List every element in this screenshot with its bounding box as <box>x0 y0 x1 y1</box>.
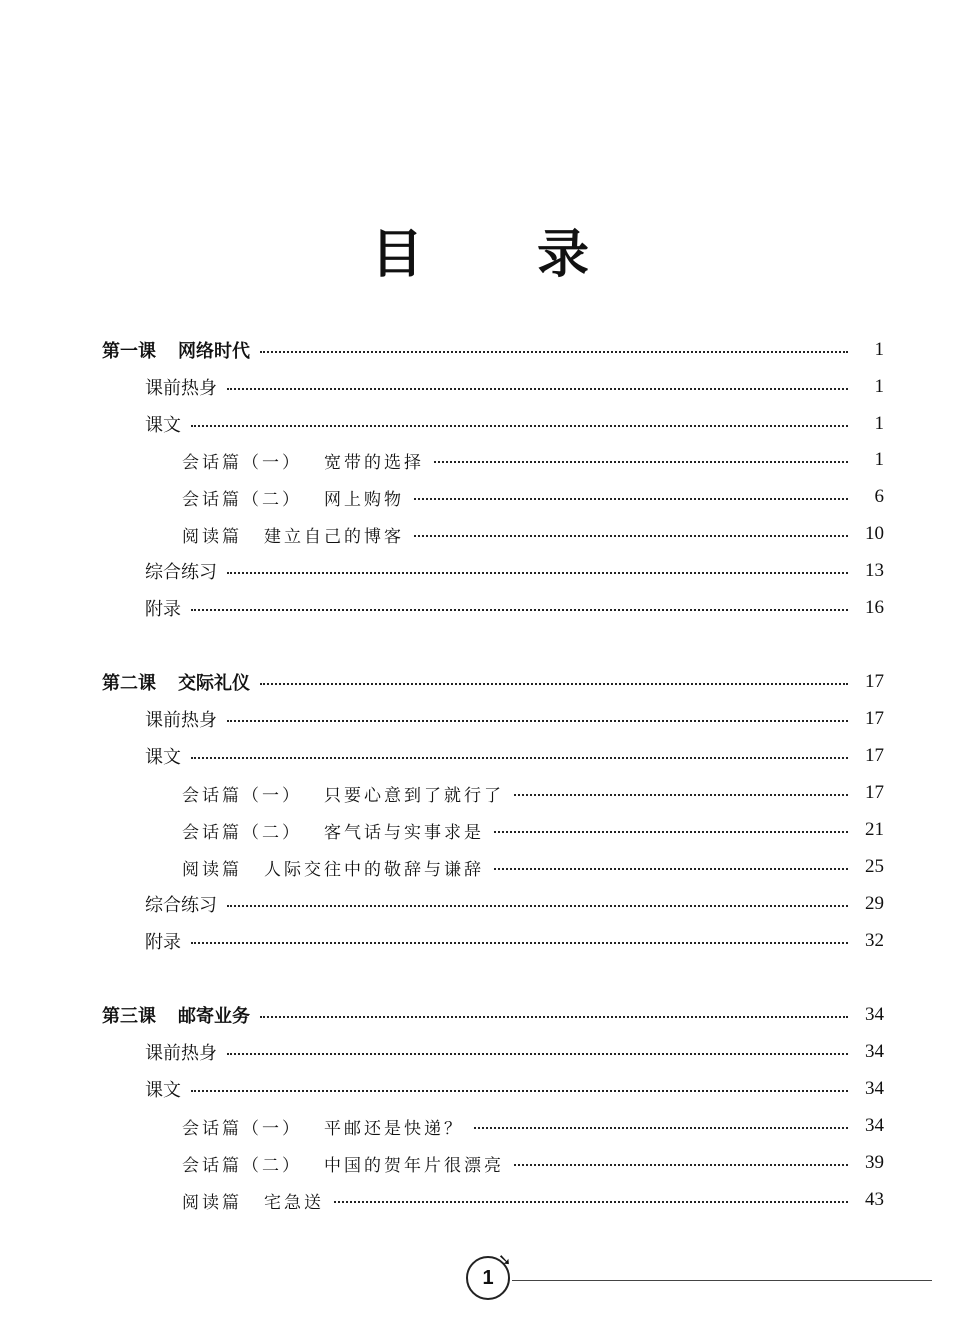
dot-leader <box>334 1201 848 1203</box>
toc-entry-page: 1 <box>874 339 884 360</box>
toc-entry-page: 1 <box>874 449 884 470</box>
toc-entry-title: 课前热身 <box>145 378 217 399</box>
toc-entry[interactable] <box>0 889 960 919</box>
toc-entry-subtitle: 建立自己的博客 <box>264 526 404 547</box>
toc-entry-title: 附录 <box>145 932 181 953</box>
toc-entry-title: 课前热身 <box>145 710 217 731</box>
toc-entry-subtitle: 客气话与实事求是 <box>324 822 484 843</box>
toc-entry-label <box>102 337 260 363</box>
toc-entry-subtitle: 只要心意到了就行了 <box>324 785 504 806</box>
toc-entry-subtitle: 宽带的选择 <box>324 452 424 473</box>
toc-entry-title: 课前热身 <box>145 1043 217 1064</box>
dot-leader <box>474 1127 848 1129</box>
toc-entry-label <box>145 743 191 769</box>
toc-entry-page: 34 <box>865 1078 884 1099</box>
toc-entry[interactable] <box>0 482 960 512</box>
toc-entry-page: 43 <box>865 1189 884 1210</box>
toc-entry-page: 34 <box>865 1004 884 1025</box>
dot-leader <box>514 1164 848 1166</box>
dot-leader <box>227 1053 848 1055</box>
dot-leader <box>414 498 848 500</box>
toc-entry-title: 第一课 <box>102 341 156 362</box>
dot-leader <box>514 794 848 796</box>
toc-entry-page: 25 <box>865 856 884 877</box>
toc-entry-page: 6 <box>874 486 884 507</box>
dot-leader <box>191 757 848 759</box>
toc-entry[interactable] <box>0 445 960 475</box>
toc-entry[interactable] <box>0 926 960 956</box>
toc-entry-subtitle: 中国的贺年片很漂亮 <box>324 1155 504 1176</box>
dot-leader <box>191 609 848 611</box>
dot-leader <box>227 572 848 574</box>
dot-leader <box>260 1016 848 1018</box>
toc-entry-label <box>145 374 227 400</box>
toc-entry-title: 会话篇（二） <box>182 822 302 843</box>
toc-entry-title: 阅读篇 <box>182 526 242 547</box>
dot-leader <box>227 905 848 907</box>
toc-entry-title: 课文 <box>145 747 181 768</box>
toc-entry-title: 阅读篇 <box>182 1192 242 1213</box>
page-footer <box>466 1250 936 1300</box>
toc-entry-label <box>145 1076 191 1102</box>
toc-entry-title: 阅读篇 <box>182 859 242 880</box>
toc-entry-label <box>145 706 227 732</box>
toc-entry-title: 课文 <box>145 1080 181 1101</box>
toc-entry-title: 会话篇（一） <box>182 1118 302 1139</box>
toc-entry-label <box>182 522 414 547</box>
dot-leader <box>494 831 848 833</box>
toc-entry[interactable] <box>0 593 960 623</box>
toc-entry-title: 附录 <box>145 599 181 620</box>
toc-entry-page: 32 <box>865 930 884 951</box>
toc-entry-label <box>145 928 191 954</box>
dot-leader <box>227 388 848 390</box>
toc-entry-page: 34 <box>865 1115 884 1136</box>
dot-leader <box>434 461 848 463</box>
toc-entry[interactable] <box>0 372 960 402</box>
toc-entry[interactable] <box>0 409 960 439</box>
toc-entry[interactable] <box>0 556 960 586</box>
toc-entry-title: 会话篇（二） <box>182 1155 302 1176</box>
toc-entry-page: 17 <box>865 745 884 766</box>
toc-entry-subtitle: 交际礼仪 <box>178 673 250 694</box>
dot-leader <box>260 351 848 353</box>
toc-entry-label <box>182 1114 474 1139</box>
toc-entry-subtitle: 邮寄业务 <box>178 1006 250 1027</box>
toc-entry-label <box>145 595 191 621</box>
page-title: 目 录 <box>370 224 638 285</box>
toc-entry-subtitle: 宅急送 <box>264 1192 324 1213</box>
toc-entry-page: 17 <box>865 671 884 692</box>
toc-entry[interactable] <box>0 704 960 734</box>
toc-entry-subtitle: 平邮还是快递？ <box>324 1118 464 1139</box>
toc-entry-title: 第三课 <box>102 1006 156 1027</box>
toc-entry-title: 第二课 <box>102 673 156 694</box>
toc-entry-page: 39 <box>865 1152 884 1173</box>
toc-entry-title: 课文 <box>145 415 181 436</box>
toc-entry-label <box>182 818 494 843</box>
dot-leader <box>414 535 848 537</box>
toc-entry-page: 29 <box>865 893 884 914</box>
toc-entry-page: 1 <box>874 413 884 434</box>
toc-entry[interactable] <box>0 1148 960 1178</box>
toc-entry-label <box>145 411 191 437</box>
toc-entry-label <box>182 781 514 806</box>
toc-entry-label <box>145 1039 227 1065</box>
toc-entry-subtitle: 网上购物 <box>324 489 404 510</box>
toc-entry[interactable] <box>0 778 960 808</box>
dot-leader <box>494 868 848 870</box>
toc-entry-label <box>145 558 227 584</box>
arrow-icon: ➘ <box>498 1250 512 1269</box>
toc-entry-label <box>182 1188 334 1213</box>
dot-leader <box>227 720 848 722</box>
toc-entry-subtitle: 网络时代 <box>178 341 250 362</box>
toc-entry-page: 17 <box>865 782 884 803</box>
toc-entry-label <box>182 485 414 510</box>
toc-entry-title: 综合练习 <box>145 562 217 583</box>
page-number: 1 <box>466 1256 510 1300</box>
toc-entry-label <box>145 891 227 917</box>
toc-entry-title: 会话篇（二） <box>182 489 302 510</box>
toc-entry-label <box>102 669 260 695</box>
dot-leader <box>191 1090 848 1092</box>
toc-entry-page: 34 <box>865 1041 884 1062</box>
toc-entry-page: 21 <box>865 819 884 840</box>
toc-entry[interactable] <box>0 1037 960 1067</box>
toc-entry[interactable] <box>0 1074 960 1104</box>
toc-entry-subtitle: 人际交往中的敬辞与谦辞 <box>264 859 484 880</box>
toc-entry-title: 综合练习 <box>145 895 217 916</box>
dot-leader <box>191 425 848 427</box>
toc-entry-title: 会话篇（一） <box>182 452 302 473</box>
toc-entry-label <box>182 1151 514 1176</box>
toc-entry-page: 16 <box>865 597 884 618</box>
toc-entry[interactable] <box>0 1000 960 1030</box>
toc-entry-page: 1 <box>874 376 884 397</box>
toc-entry-page: 10 <box>865 523 884 544</box>
toc-entry[interactable] <box>0 1111 960 1141</box>
dot-leader <box>260 683 848 685</box>
toc-entry[interactable] <box>0 667 960 697</box>
toc-entry-label <box>182 855 494 880</box>
toc-entry-title: 会话篇（一） <box>182 785 302 806</box>
toc-entry-page: 17 <box>865 708 884 729</box>
toc-entry[interactable] <box>0 852 960 882</box>
toc-entry-page: 13 <box>865 560 884 581</box>
toc-entry[interactable] <box>0 741 960 771</box>
dot-leader <box>191 942 848 944</box>
toc-entry[interactable] <box>0 335 960 365</box>
toc-entry-label <box>182 448 434 473</box>
toc-entry-label <box>102 1002 260 1028</box>
toc-entry[interactable] <box>0 519 960 549</box>
toc-entry[interactable] <box>0 1185 960 1215</box>
footer-rule <box>512 1280 932 1281</box>
toc-entry[interactable] <box>0 815 960 845</box>
